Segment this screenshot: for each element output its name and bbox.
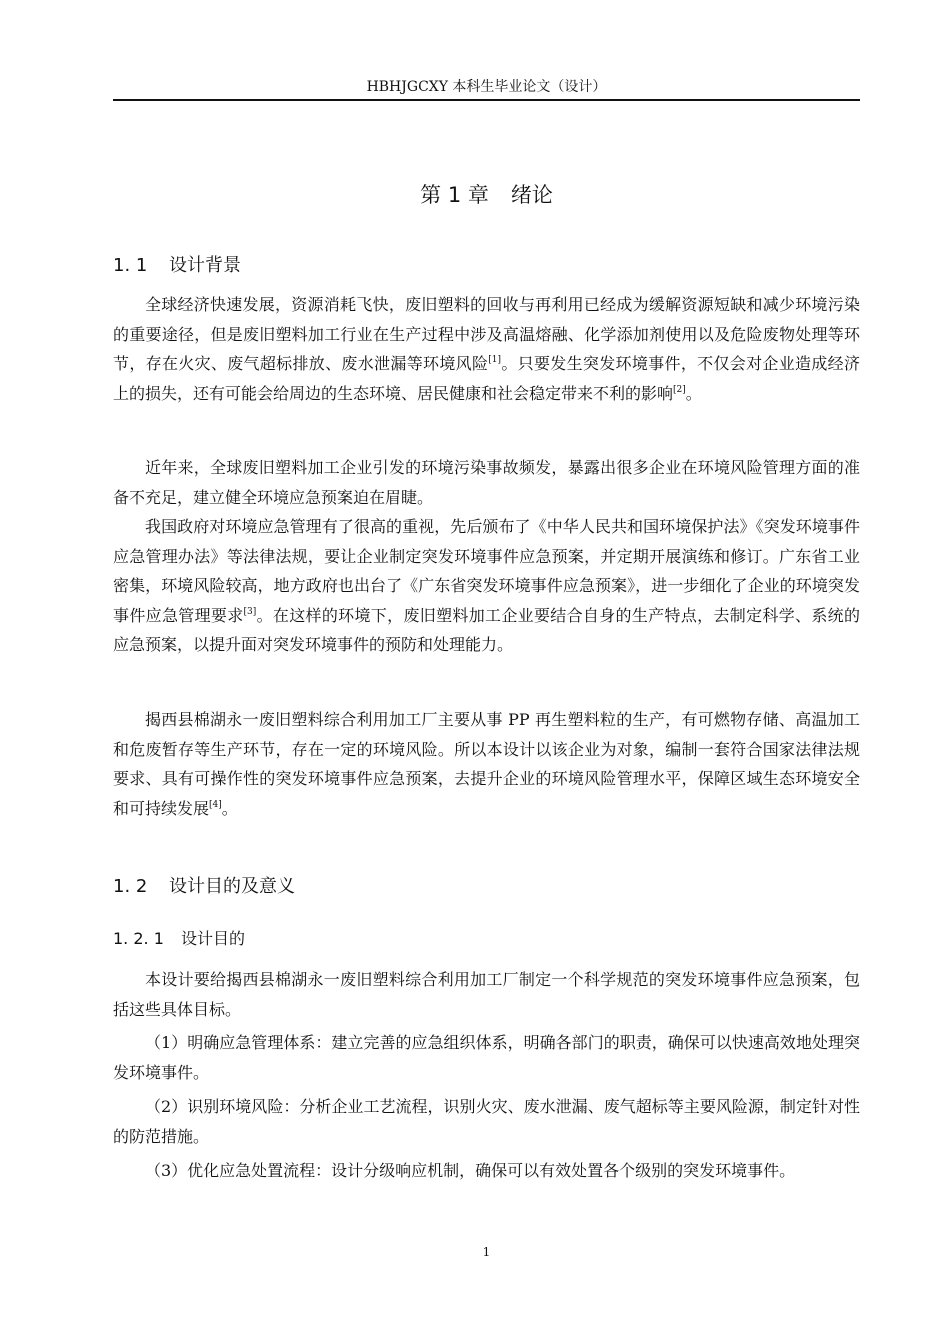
subsection-title: 设计目的 [181, 929, 246, 948]
section-heading-1-1 [113, 252, 241, 280]
paragraph-text: 我国政府对环境应急管理有了很高的重视，先后颁布了《中华人民共和国环境保护法》《突发环境事件应急管理办法》等法律法规，要让企业制定突发环境事件应急预案，并定期开展演练和修订。广东省工业密集，环境风险较高，地方政府也出台了《广东省突发环境事件应急预案》，进一步细化了企业的环境突发事件应急管理要求 [113, 517, 860, 625]
paragraph-text: 。只要发生突发环境事件，不仅会对企业造成经济上的损失，还有可能会给周边的生态环境、居民健康和社会稳定带来不利的影响 [113, 354, 860, 403]
paragraph-text: 。 [221, 798, 238, 818]
section-number: 1. 1 [113, 255, 148, 276]
paragraph-text: 。 [685, 383, 702, 403]
paragraph-background-1 [113, 290, 860, 408]
chapter-title [113, 180, 860, 210]
section-title: 设计目的及意义 [169, 876, 295, 897]
subsection-heading-1-2-1 [113, 926, 245, 952]
citation-1: [1] [488, 355, 502, 366]
paragraph-background-3 [113, 512, 860, 660]
paragraph-text: 揭西县棉湖永一废旧塑料综合利用加工厂主要从事 PP 再生塑料粒的生产，有可燃物存储、高温加工和危废暂存等生产环节，存在一定的环境风险。所以本设计以该企业为对象，编制一套符合国家法律法规要求、具有可操作性的突发环境事件应急预案，去提升企业的环境风险管理水平，保障区域生态环境安全和可持续发展 [113, 710, 860, 818]
section-title: 设计背景 [169, 255, 241, 276]
header-rule [113, 99, 860, 101]
paragraph-background-2: 近年来，全球废旧塑料加工企业引发的环境污染事故频发，暴露出很多企业在环境风险管理方面的准备不充足，建立健全环境应急预案迫在眉睫。 [113, 458, 860, 507]
paragraph-text: 。在这样的环境下，废旧塑料加工企业要结合自身的生产特点，去制定科学、系统的应急预案，以提升面对突发环境事件的预防和处理能力。 [113, 605, 860, 655]
paragraph-background-4 [113, 705, 860, 823]
paragraph-text: 全球经济快速发展，资源消耗飞快，废旧塑料的回收与再利用已经成为缓解资源短缺和减少环境污染的重要途径，但是废旧塑料加工行业在生产过程中涉及高温熔融、化学添加剂使用以及危险废物处理等环节，存在火灾、废气超标排放、废水泄漏等环境风险 [113, 295, 860, 374]
paragraph-purpose-item-1: （1）明确应急管理体系：建立完善的应急组织体系，明确各部门的职责，确保可以快速高效地处理突发环境事件。 [113, 1033, 860, 1082]
chapter-number: 第 1 章 [420, 183, 489, 207]
section-heading-1-2 [113, 873, 295, 901]
paragraph-purpose-intro: 本设计要给揭西县棉湖永一废旧塑料综合利用加工厂制定一个科学规范的突发环境事件应急预案，包括这些具体目标。 [113, 970, 860, 1019]
citation-3: [3] [243, 606, 257, 617]
citation-2: [2] [673, 384, 686, 395]
subsection-number: 1. 2. 1 [113, 929, 164, 948]
page-number: 1 [482, 1245, 491, 1259]
paragraph-purpose-item-2: （2）识别环境风险：分析企业工艺流程，识别火灾、废水泄漏、废气超标等主要风险源，制定针对性的防范措施。 [113, 1097, 860, 1146]
section-number: 1. 2 [113, 876, 148, 897]
chapter-name: 绪论 [510, 183, 553, 207]
citation-4: [4] [209, 799, 222, 810]
page-header: HBHJGCXY 本科生毕业论文（设计） [366, 79, 607, 95]
paragraph-purpose-item-3: （3）优化应急处置流程：设计分级响应机制，确保可以有效处置各个级别的突发环境事件。 [145, 1161, 796, 1180]
